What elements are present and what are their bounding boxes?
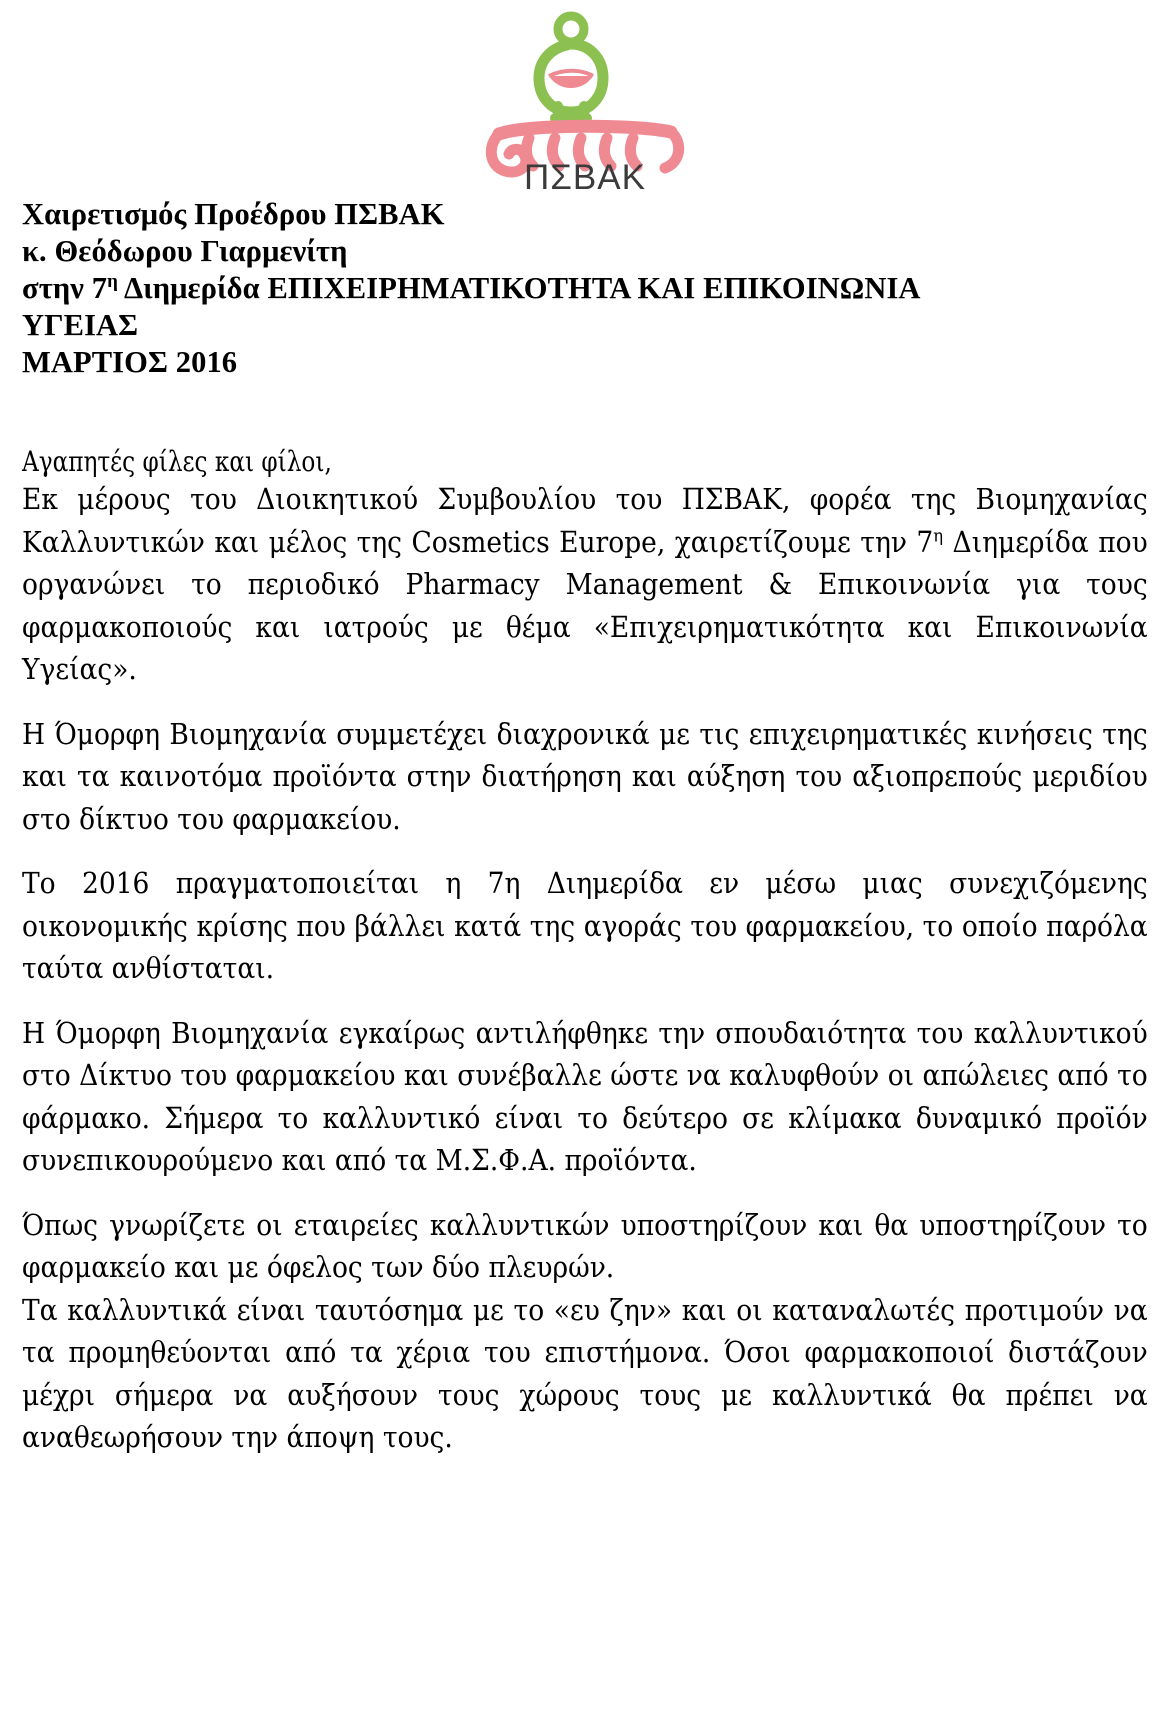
heading-line-4: ΥΓΕΙΑΣ <box>22 308 139 342</box>
paragraph-4: Η Όμορφη Βιομηχανία εγκαίρως αντιλήφθηκε την σπουδαιότητα του καλλυντικού στο Δίκτυο του φαρμακείου και συνέβαλλε ώστε να καλυφθούν οι απώλειες από το φάρμακο. Σήμερα το καλλυντικό είναι το δεύτερο σε κλίμακα δυναμικό προϊόν συνεπικουρούμενο και από τα Μ.Σ.Φ.Α. προϊόντα. <box>22 1016 1148 1177</box>
heading-line-1: Χαιρετισμός Προέδρου ΠΣΒΑΚ <box>22 197 445 231</box>
heading-line-3-before: στην 7 <box>22 271 108 305</box>
paragraph-1 <box>22 479 1148 692</box>
paragraph-1-after: Διημερίδα που οργανώνει το περιοδικό Pharmacy Management & Επικοινωνία για τους φαρμακοποιούς και ιατρούς με θέμα «Επιχειρηματικότητα και Επικοινωνία Υγείας». <box>22 525 1148 686</box>
heading-line-2: κ. Θεόδωρου Γιαρμενίτη <box>22 234 348 268</box>
paragraph-5: Όπως γνωρίζετε οι εταιρείες καλλυντικών υποστηρίζουν και θα υποστηρίζουν το φαρμακείο και με όφελος των δύο πλευρών. <box>22 1208 1148 1284</box>
heading-line-3-after: Διημερίδα ΕΠΙΧΕΙΡΗΜΑΤΙΚΟΤΗΤΑ ΚΑΙ ΕΠΙΚΟΙΝΩΝΙΑ <box>117 271 921 305</box>
paragraph-1-before: Εκ μέρους του Διοικητικού Συμβουλίου του ΠΣΒΑΚ, φορέα της Βιομηχανίας Καλλυντικών και μέλος της Cosmetics Europe, χαιρετίζουμε την 7 <box>22 483 1148 559</box>
heading-line-3 <box>22 270 1146 307</box>
heading-line-5: ΜΑΡΤΙΟΣ 2016 <box>22 345 238 379</box>
paragraph-6: Τα καλλυντικά είναι ταυτόσημα με το «ευ ζην» και οι καταναλωτές προτιμούν να τα προμηθεύονται από τα χέρια του επιστήμονα. Όσοι φαρμακοποιοί διστάζουν μέχρι σήμερα να αυξήσουν τους χώρους τους με καλλυντικά θα πρέπει να αναθεωρήσουν την άποψη τους. <box>22 1293 1148 1454</box>
paragraph-1-ordinal-sup: η <box>933 526 944 546</box>
letter-body <box>0 445 1170 1460</box>
heading-ordinal-sup: η <box>107 270 118 292</box>
paragraph-2: Η Όμορφη Βιομηχανία συμμετέχει διαχρονικά με τις επιχειρηματικές κινήσεις της και τα καινοτόμα προϊόντα στην διατήρηση και αύξηση του αξιοπρεπούς μεριδίου στο δίκτυο του φαρμακείου. <box>22 717 1148 836</box>
salutation: Αγαπητές φίλες και φίλοι, <box>22 445 332 478</box>
psvak-logo <box>485 6 685 196</box>
paragraph-3: Το 2016 πραγματοποιείται η 7η Διημερίδα εν μέσω μιας συνεχιζόμενης οικονομικής κρίσης που βάλλει κατά της αγοράς του φαρμακείου, το οποίο παρόλα ταύτα ανθίσταται. <box>22 867 1148 985</box>
logo-header <box>0 0 1170 196</box>
logo-wordmark: ΠΣΒΑΚ <box>524 158 646 197</box>
letter-heading <box>0 196 1170 381</box>
